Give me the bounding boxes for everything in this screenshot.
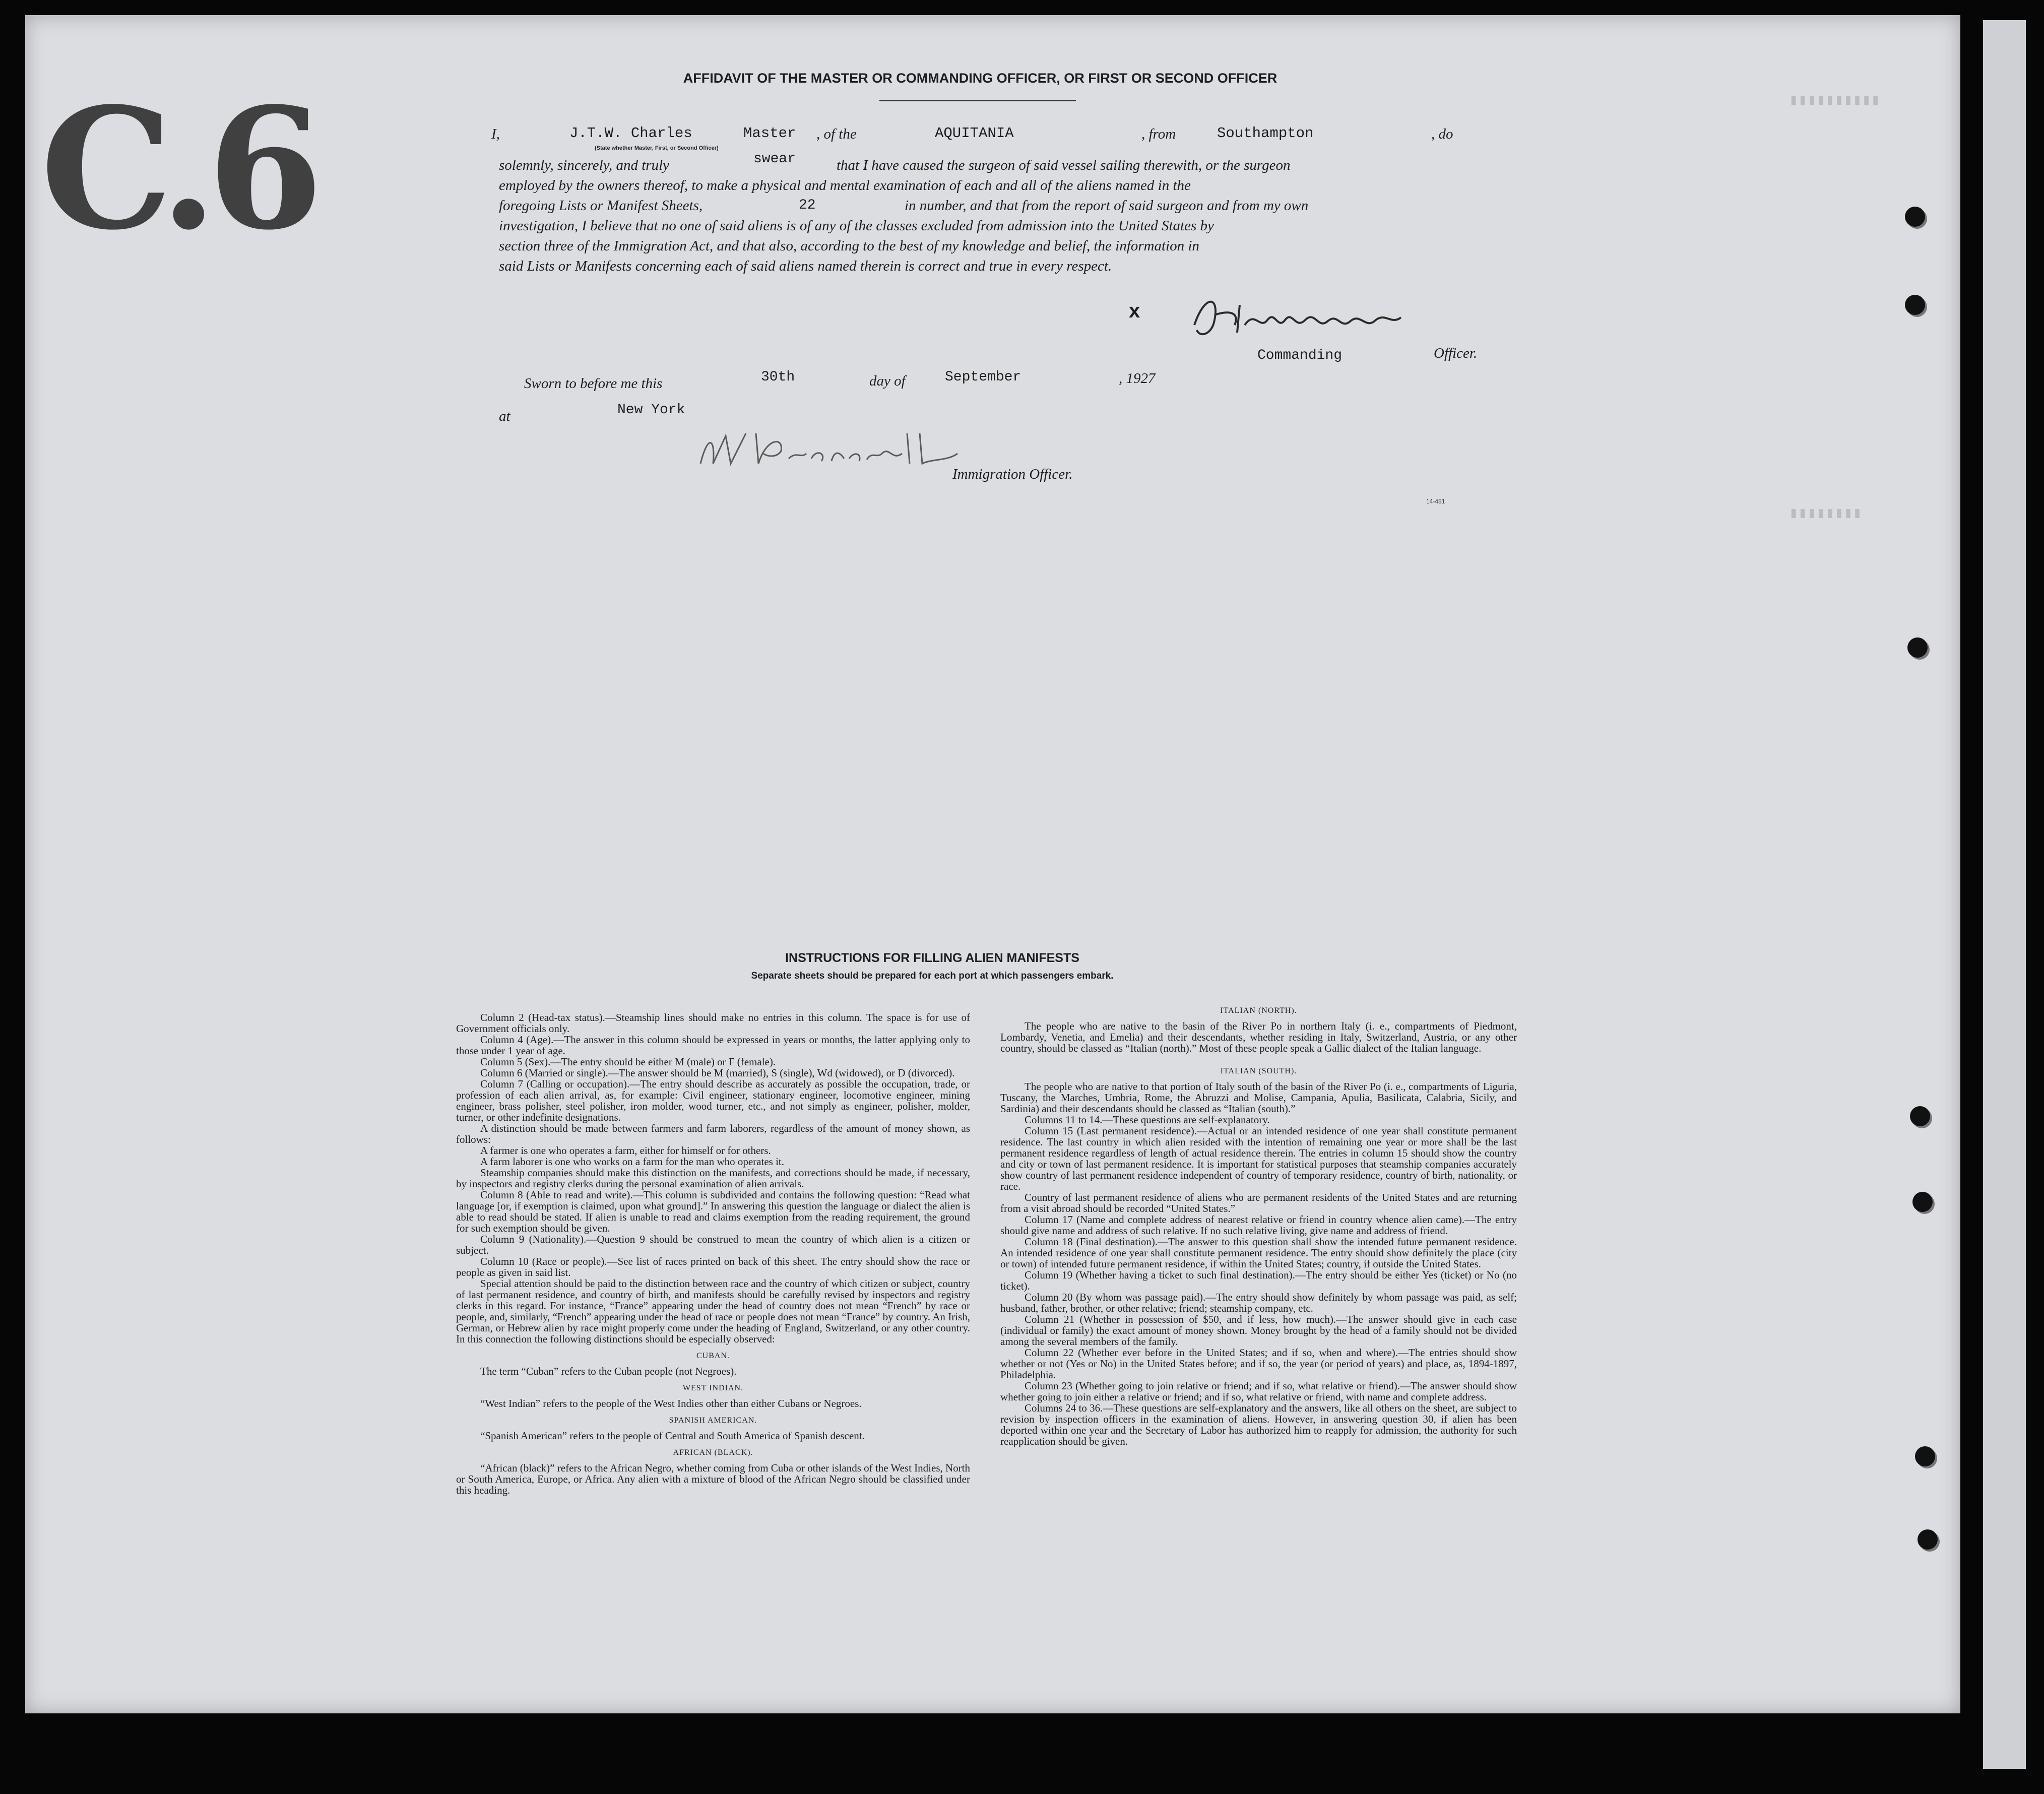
from-label: , from	[1141, 126, 1176, 142]
instruction-paragraph: Column 20 (By whom was passage paid).—The entry should show definitely by whom passage was paid, as self; husband, father, brother, or other relative; friend; steamship company, etc.	[1000, 1291, 1517, 1314]
day-of-label: day of	[869, 373, 906, 389]
heading-italian-north: ITALIAN (NORTH).	[1220, 1006, 1297, 1015]
affidavit-line-5: investigation, I believe that no one of said aliens is of any of the classes excluded from admission into the United States by	[499, 218, 1214, 234]
officer-label: Officer.	[1434, 345, 1478, 361]
vessel-name: AQUITANIA	[935, 125, 1014, 142]
affidavit-line-3: employed by the owners thereof, to make a physical and mental examination of each and all of the aliens named in the	[499, 177, 1191, 194]
form-number: 14-451	[1426, 498, 1445, 505]
affidavit-title: AFFIDAVIT OF THE MASTER OR COMMANDING OFFICER, OR FIRST OR SECOND OFFICER	[683, 71, 1278, 86]
title-rule	[879, 100, 1076, 101]
instruction-paragraph: Column 19 (Whether having a ticket to such final destination).—The entry should be either Yes (ticket) or No (no ticket).	[1000, 1269, 1517, 1292]
adjacent-page-edge	[1983, 20, 2026, 1769]
do-label: , do	[1431, 126, 1453, 142]
heading-spanish-american: SPANISH AMERICAN.	[669, 1416, 757, 1425]
instruction-paragraph: Column 7 (Calling or occupation).—The entry should describe as accurately as possible the occupation, trade, or profession of each alien arrival, as, for example: Civil engineer, stationary engineer, locomotive engineer, mining engineer, brass polisher, steel polisher, iron molder, wood turner, etc., and not simply as engineer, polisher, molder, turner, or other indefinite designations.	[456, 1078, 970, 1123]
instruction-paragraph: Column 22 (Whether ever before in the United States; and if so, when and where).—The entries should show whether or not (Yes or No) in the United States before; and if so, the year (or period of years) and place, as, 1894-1897, Philadelphia.	[1000, 1347, 1517, 1381]
affidavit-line-4b: in number, and that from the report of said surgeon and from my own	[905, 198, 1309, 214]
instructions-subtitle: Separate sheets should be prepared for each port at which passengers embark.	[751, 971, 1114, 981]
oath-type: swear	[753, 151, 796, 167]
instruction-paragraph: “West Indian” refers to the people of the West Indies other than either Cubans or Negroes.	[480, 1397, 862, 1409]
sworn-day: 30th	[761, 369, 795, 385]
punch-hole	[1905, 207, 1925, 227]
alien-count: 22	[799, 198, 816, 213]
instruction-paragraph: Steamship companies should make this distinction on the manifests, and corrections should be made, if necessary, by inspectors and registry clerks during the personal examination of alien arrivals.	[456, 1167, 970, 1190]
heading-italian-south: ITALIAN (SOUTH).	[1220, 1067, 1297, 1075]
instruction-paragraph: Column 8 (Able to read and write).—This column is subdivided and contains the following question: “Read what language [or, if exemption is claimed, upon what ground].” In answering this question the language or dialect the alien is able to read should be stated. If alien is unable to read and claims exemption from the reading requirement, the ground for such exemption should be given.	[456, 1189, 970, 1234]
heading-african: AFRICAN (BLACK).	[673, 1448, 753, 1457]
punch-hole	[1918, 1529, 1938, 1550]
instruction-paragraph: The term “Cuban” refers to the Cuban people (not Negroes).	[480, 1365, 737, 1377]
punch-hole	[1905, 295, 1925, 315]
instruction-paragraph: Column 2 (Head-tax status).—Steamship lines should make no entries in this column. The space is for use of Government officials only.	[456, 1011, 970, 1035]
punch-hole	[1912, 1192, 1933, 1212]
instruction-paragraph: Column 18 (Final destination).—The answer to this question shall show the intended future permanent residence. An intended residence of one year shall constitute permanent residence. The entry should show definitely the place (city or town) of intended future permanent residence, if within the United States; country, if outside the United States.	[1000, 1236, 1517, 1270]
instruction-paragraph: The people who are native to the basin of the River Po in northern Italy (i. e., compartments of Piedmont, Lombardy, Venetia, and Emelia) and their descendants, whether residing in Italy, Switzerland, Austria, or any other country, should be classed as “Italian (north).” Most of these people speak a Gallic dialect of the Italian language.	[1000, 1020, 1517, 1054]
master-rank: Master	[743, 125, 796, 142]
of-the-label: , of the	[816, 126, 857, 142]
sworn-month: September	[945, 369, 1021, 385]
instructions-right-column	[1000, 1005, 1517, 1447]
instruction-paragraph: “African (black)” refers to the African Negro, whether coming from Cuba or other islands of the West Indies, North or South America, Europe, or Africa. Any alien with a mixture of blood of the African Negro should be classified under this heading.	[456, 1462, 970, 1496]
instruction-paragraph: Column 4 (Age).—The answer in this column should be expressed in years or months, the latter applying only to those under 1 year of age.	[456, 1034, 970, 1057]
immigration-officer-label: Immigration Officer.	[952, 466, 1073, 482]
instruction-paragraph: The people who are native to that portion of Italy south of the basin of the River Po (i. e., compartments of Liguria, Tuscany, the Marches, Umbria, Rome, the Abruzzi and Molise, Campania, Apulia, Basilicata, Calabria, Sicily, and Sardinia) and their descendants should be classed as “Italian (south).”	[1000, 1080, 1517, 1115]
departure-port: Southampton	[1217, 125, 1314, 142]
instruction-paragraph: A farm laborer is one who works on a farm for the man who operates it.	[480, 1156, 784, 1168]
solemnly-text: solemnly, sincerely, and truly	[499, 157, 670, 173]
rank-note: (State whether Master, First, or Second Officer)	[595, 145, 719, 151]
punch-hole	[1910, 1106, 1930, 1126]
instruction-paragraph: A distinction should be made between farmers and farm laborers, regardless of the amount of money shown, as follows:	[456, 1122, 970, 1145]
affidavit-i: I,	[491, 126, 500, 142]
punch-hole	[1907, 637, 1928, 658]
instruction-paragraph: Column 15 (Last permanent residence).—Actual or an intended residence of one year shall constitute permanent residence. The last country in which alien resided with the intention of remaining one year or more shall be the last permanent residence regardless of length of actual residence therein. The entries in column 15 should show the country and city or town of last permanent residence. It is important for statistical purposes that steamship companies accurately show country of last permanent residence independent of country of temporary residence, country of birth, nationality, or race.	[1000, 1125, 1517, 1192]
x-mark: x	[1129, 300, 1140, 322]
instruction-paragraph: “Spanish American” refers to the people of Central and South America of Spanish descent.	[480, 1430, 865, 1442]
affidavit-line-7: said Lists or Manifests concerning each of said aliens named therein is correct and true in every respect.	[499, 258, 1112, 274]
affidavit-line-2: that I have caused the surgeon of said vessel sailing therewith, or the surgeon	[837, 157, 1291, 173]
instruction-paragraph: Special attention should be paid to the distinction between race and the country of which citizen or subject, country of last permanent residence, and country of birth, and manifests should be carefully revised by inspectors and registry clerks in this regard. For instance, “France” appearing under the head of country does not mean “French” by race or people, and, similarly, “French” appearing under the head of race or people does not mean “France” by country. An Irish, German, or Hebrew alien by race might properly come under the heading of England, Switzerland, or any other country. In this connection the following distinctions should be especially observed:	[456, 1277, 970, 1345]
instruction-paragraph: Country of last permanent residence of aliens who are permanent residents of the United States and are returning from a visit abroad should be recorded “United States.”	[1000, 1191, 1517, 1214]
instruction-paragraph: Column 10 (Race or people).—See list of races printed on back of this sheet. The entry should show the race or people as given in said list.	[456, 1255, 970, 1278]
instruction-paragraph: Column 21 (Whether in possession of $50, and if less, how much).—The answer should give in each case (individual or family) the exact amount of money shown. Money brought by the head of a family should not be divided among the several members of the family.	[1000, 1313, 1517, 1348]
instruction-paragraph: Column 6 (Married or single).—The answer should be M (married), S (single), Wd (widowed), or D (divorced).	[480, 1067, 955, 1079]
instructions-left-column	[456, 1012, 970, 1496]
master-name: J.T.W. Charles	[569, 125, 692, 142]
affidavit-line-6: section three of the Immigration Act, and that also, according to the best of my knowledge and belief, the information in	[499, 238, 1199, 254]
stamp-mark: C.6	[40, 71, 313, 267]
instruction-paragraph: Column 23 (Whether going to join relative or friend; and if so, what relative or friend).—The answer should show whether going to join either a relative or friend; and if so, what relative or friend, with name and complete address.	[1000, 1380, 1517, 1403]
bleed-through-mark: ▮▮▮▮▮▮▮▮▮▮	[1789, 92, 1880, 109]
instruction-paragraph: Columns 24 to 36.—These questions are self-explanatory and the answers, like all others on the sheet, are subject to revision by inspection officers in the examination of aliens. However, in answering question 30, if alien has been deported within one year and the Secretary of Labor has authorized him to reapply for admission, the authority for such reapplication should be given.	[1000, 1402, 1517, 1447]
punch-hole	[1915, 1446, 1935, 1466]
bleed-through-mark: ▮▮▮▮▮▮▮▮	[1789, 505, 1862, 523]
master-signature	[1184, 290, 1426, 345]
instruction-paragraph: Columns 11 to 14.—These questions are self-explanatory.	[1025, 1114, 1270, 1126]
instruction-paragraph: A farmer is one who operates a farm, either for himself or for others.	[480, 1144, 771, 1157]
sworn-place: New York	[617, 402, 685, 418]
instruction-paragraph: Column 17 (Name and complete address of nearest relative or friend in country whence alien came).—The entry should give name and address of such relative. If no such relative living, give name and address of friend.	[1000, 1213, 1517, 1237]
heading-west-indian: WEST INDIAN.	[682, 1384, 744, 1392]
instructions-title: INSTRUCTIONS FOR FILLING ALIEN MANIFESTS	[785, 951, 1079, 965]
instruction-paragraph: Column 9 (Nationality).—Question 9 should be construed to mean the country of which alien is a citizen or subject.	[456, 1233, 970, 1256]
officer-type: Commanding	[1257, 348, 1343, 363]
at-label: at	[499, 408, 510, 424]
heading-cuban: CUBAN.	[696, 1352, 730, 1360]
sworn-year: , 1927	[1119, 370, 1156, 387]
sworn-label: Sworn to before me this	[524, 375, 663, 392]
affidavit-line-4a: foregoing Lists or Manifest Sheets,	[499, 198, 703, 214]
instruction-paragraph: Column 5 (Sex).—The entry should be either M (male) or F (female).	[480, 1056, 776, 1068]
